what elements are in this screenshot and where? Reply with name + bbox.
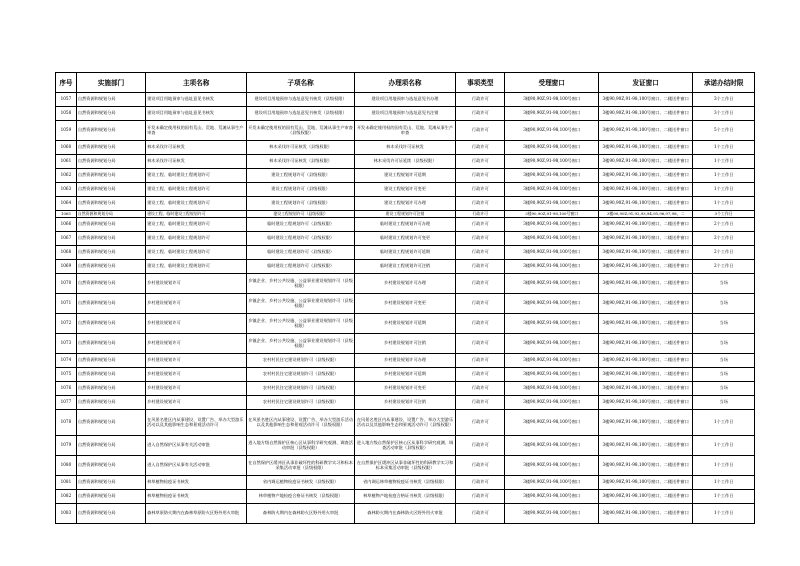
- cell-item-type: 行政许可: [456, 93, 505, 107]
- cell-main-item: 建设工程、临时建设工程规划许可: [146, 260, 247, 274]
- cell-dept: 自然资源和规划分局: [76, 260, 145, 274]
- cell-no: 1074: [56, 354, 77, 368]
- cell-handling-item: 建设项目用地预审与选址意见书注销: [354, 107, 455, 121]
- cell-item-type: 行政许可: [456, 197, 505, 211]
- table-row: [56, 211, 755, 218]
- cell-no: 1078: [56, 410, 77, 436]
- cell-accept-window: 3楼90,90Z,91-98,100号窗口: [505, 183, 598, 197]
- cell-main-item: 林木采伐许可证核发: [146, 155, 247, 169]
- cell-time-limit: 1个工作日: [693, 456, 755, 476]
- cell-handling-item: 开发未确定使用权的国有荒山、荒地、荒滩从事生产审查: [354, 121, 455, 141]
- cell-time-limit: 1个工作日: [693, 490, 755, 504]
- cell-main-item: 建设工程、临时建设工程规划许可: [146, 232, 247, 246]
- cell-dept: 自然资源和规划分局: [76, 232, 145, 246]
- cell-no: 1063: [56, 183, 77, 197]
- cell-no: 1079: [56, 436, 77, 456]
- cell-dept: 自然资源和规划分局: [76, 246, 145, 260]
- cell-sub-item: 在自然保护区缓冲区从事非破坏性的科研教学实习和标本采集活动审批（县级权限）: [247, 456, 355, 476]
- cell-handling-item: 林木采伐许可证核发: [354, 141, 455, 155]
- cell-item-type: 行政许可: [456, 334, 505, 354]
- cell-time-limit: 3个工作日: [693, 211, 755, 218]
- cell-sub-item: 乡镇企业、乡村公共设施、公益事业建设规划许可（县级权限）: [247, 274, 355, 294]
- cell-main-item: 开发未确定使用权的国有荒山、荒地、荒滩从事生产审查: [146, 121, 247, 141]
- cell-main-item: 乡村建设规划许可: [146, 382, 247, 396]
- cell-sub-item: 建设工程规划许可（县级权限）: [247, 183, 355, 197]
- cell-accept-window: 3楼90,90Z,91-98,100号窗口: [505, 232, 598, 246]
- cell-issue-window: 3楼90,90Z,91-98,100号窗口、二楼送件窗口: [598, 183, 693, 197]
- cell-handling-item: 乡村建设规划许可变更: [354, 294, 455, 314]
- cell-no: 1072: [56, 314, 77, 334]
- cell-accept-window: 3楼90,90Z,91-98,100号窗口: [505, 476, 598, 490]
- table-row: [56, 218, 755, 232]
- cell-dept: 自然资源和规划分局: [76, 183, 145, 197]
- cell-issue-window: 3楼90,90Z,91-98,100号窗口、二楼送件窗口: [598, 246, 693, 260]
- cell-accept-window: 3楼90,90Z,91-98,100号窗口: [505, 197, 598, 211]
- table-row: [56, 314, 755, 334]
- cell-time-limit: 1个工作日: [693, 436, 755, 456]
- cell-no: 1076: [56, 382, 77, 396]
- cell-no: 1068: [56, 246, 77, 260]
- cell-dept: 自然资源和规划分局: [76, 169, 145, 183]
- table-row: [56, 436, 755, 456]
- cell-sub-item: 建设项目用地预审与选址意见书核发（县级权限）: [247, 107, 355, 121]
- cell-sub-item: 临时建设工程规划许可（县级权限）: [247, 260, 355, 274]
- cell-no: 1071: [56, 294, 77, 314]
- cell-time-limit: 1个工作日: [693, 476, 755, 490]
- cell-item-type: 行政许可: [456, 246, 505, 260]
- cell-item-type: 行政许可: [456, 211, 505, 218]
- cell-time-limit: 当场: [693, 396, 755, 410]
- cell-dept: 自然资源和规划分局: [76, 93, 145, 107]
- cell-item-type: 行政许可: [456, 274, 505, 294]
- table-row: [56, 141, 755, 155]
- cell-issue-window: 3楼90,90Z,91-98,100号窗口、二楼送件窗口: [598, 476, 693, 490]
- cell-item-type: 行政许可: [456, 456, 505, 476]
- cell-item-type: 行政许可: [456, 121, 505, 141]
- cell-issue-window: 3楼90,90Z,91-98,100号窗口、二楼送件窗口: [598, 121, 693, 141]
- cell-handling-item: 临时建设工程规划许可注销: [354, 260, 455, 274]
- cell-item-type: 行政许可: [456, 368, 505, 382]
- cell-main-item: 乡村建设规划许可: [146, 294, 247, 314]
- cell-no: 1082: [56, 490, 77, 504]
- cell-issue-window: 3楼90,90Z,91-98,100号窗口、二楼送件窗口: [598, 396, 693, 410]
- header-item-type: 事项类型: [456, 73, 505, 93]
- header-issue-window: 发证窗口: [598, 73, 693, 93]
- table-row: [56, 368, 755, 382]
- cell-handling-item: 在自然保护区缓冲区从事非破坏性的科研教学实习和标本采集活动审批（县级权限）: [354, 456, 455, 476]
- cell-dept: 自然资源和规划分局: [76, 211, 145, 218]
- cell-dept: 自然资源和规划分局: [76, 410, 145, 436]
- cell-handling-item: 乡村建设规划许可注销: [354, 334, 455, 354]
- cell-dept: 自然资源和规划分局: [76, 476, 145, 490]
- cell-item-type: 行政许可: [456, 294, 505, 314]
- cell-item-type: 行政许可: [456, 490, 505, 504]
- cell-issue-window: 3楼90,90Z,91-98,100号窗口、二楼送件窗口: [598, 410, 693, 436]
- table-row: [56, 294, 755, 314]
- cell-handling-item: 省内调运林草植物检疫证书核发（县级权限）: [354, 476, 455, 490]
- cell-sub-item: 省内调运植物检疫证书核发（县级权限）: [247, 476, 355, 490]
- cell-issue-window: 3楼90,90Z,91-98,100号窗口、二楼送件窗口: [598, 314, 693, 334]
- table-row: [56, 410, 755, 436]
- cell-sub-item: 进入地方级自然保护区核心区从事科学研究观测、调查活动审批（县级权限）: [247, 436, 355, 456]
- table-row: [56, 197, 755, 211]
- cell-sub-item: 乡镇企业、乡村公共设施、公益事业建设规划许可（县级权限）: [247, 334, 355, 354]
- cell-issue-window: 3楼90,90Z,91-98,100号窗口、二楼送件窗口: [598, 504, 693, 524]
- cell-handling-item: 乡村建设规划许可注销: [354, 396, 455, 410]
- cell-sub-item: 乡镇企业、乡村公共设施、公益事业建设规划许可（县级权限）: [247, 314, 355, 334]
- cell-item-type: 行政许可: [456, 314, 505, 334]
- cell-handling-item: 建设项目用地预审与选址意见书办理: [354, 93, 455, 107]
- cell-handling-item: 乡村建设规划许可变更: [354, 382, 455, 396]
- cell-dept: 自然资源和规划分局: [76, 396, 145, 410]
- table-row: [56, 246, 755, 260]
- cell-dept: 自然资源和规划分局: [76, 197, 145, 211]
- cell-issue-window: 3楼90,90Z,91-98,100号窗口、二楼送件窗口: [598, 490, 693, 504]
- cell-no: 1065: [56, 211, 77, 218]
- cell-item-type: 行政许可: [456, 155, 505, 169]
- cell-issue-window: 3楼90,90Z,91-98,100号窗口、二楼送件窗口: [598, 334, 693, 354]
- table-row: [56, 107, 755, 121]
- cell-no: 1060: [56, 141, 77, 155]
- cell-issue-window: 3楼90,90Z,91,92,93,94,95,96,97,98、二: [598, 211, 693, 218]
- cell-handling-item: 林木采伐许可证延续（县级权限）: [354, 155, 455, 169]
- cell-no: 1075: [56, 368, 77, 382]
- cell-sub-item: 农村村民住宅建设规划许可（县级权限）: [247, 354, 355, 368]
- cell-item-type: 行政许可: [456, 382, 505, 396]
- cell-handling-item: 建设工程规划许可注销: [354, 211, 455, 218]
- cell-sub-item: 临时建设工程规划许可（县级权限）: [247, 218, 355, 232]
- cell-accept-window: 3楼90,90Z,91-98,100号窗口: [505, 246, 598, 260]
- cell-accept-window: 3楼90,90Z,91-98,100号窗口: [505, 211, 598, 218]
- cell-no: 1073: [56, 334, 77, 354]
- cell-accept-window: 3楼90,90Z,91-98,100号窗口: [505, 504, 598, 524]
- cell-dept: 自然资源和规划分局: [76, 334, 145, 354]
- table-row: [56, 504, 755, 524]
- cell-time-limit: 2个工作日: [693, 246, 755, 260]
- cell-item-type: 行政许可: [456, 410, 505, 436]
- cell-handling-item: 森林防火期内在森林防火区野外用火审批: [354, 504, 455, 524]
- cell-no: 1059: [56, 121, 77, 141]
- cell-sub-item: 临时建设工程规划许可（县级权限）: [247, 246, 355, 260]
- table-row: [56, 260, 755, 274]
- cell-dept: 自然资源和规划分局: [76, 504, 145, 524]
- cell-accept-window: 3楼90,90Z,91-98,100号窗口: [505, 490, 598, 504]
- table-row: [56, 169, 755, 183]
- cell-dept: 自然资源和规划分局: [76, 141, 145, 155]
- cell-accept-window: 3楼90,90Z,91-98,100号窗口: [505, 368, 598, 382]
- cell-dept: 自然资源和规划分局: [76, 155, 145, 169]
- cell-sub-item: 在风景名胜区内从事建设、设置广告、举办大型游乐活动以及其他影响生态和景观活动许可（县级权限）: [247, 410, 355, 436]
- cell-main-item: 在风景名胜区内从事建设、设置广告、举办大型游乐活动以及其他影响生态和景观活动许可: [146, 410, 247, 436]
- table-row: [56, 476, 755, 490]
- cell-handling-item: 临时建设工程规划许可变更: [354, 232, 455, 246]
- cell-issue-window: 3楼90,90Z,91-98,100号窗口、二楼送件窗口: [598, 382, 693, 396]
- cell-dept: 自然资源和规划分局: [76, 218, 145, 232]
- cell-accept-window: 3楼90,90Z,91-98,100号窗口: [505, 107, 598, 121]
- cell-item-type: 行政许可: [456, 260, 505, 274]
- cell-sub-item: 农村村民住宅建设规划许可（县级权限）: [247, 368, 355, 382]
- table-row: [56, 456, 755, 476]
- cell-sub-item: 林草植物产地检疫合格证书核发（县级权限）: [247, 490, 355, 504]
- header-handling-item: 办理项名称: [354, 73, 455, 93]
- cell-time-limit: 当场: [693, 294, 755, 314]
- cell-main-item: 建设工程、临时建设工程规划许可: [146, 183, 247, 197]
- cell-main-item: 建设项目用地预审与选址意见书核发: [146, 93, 247, 107]
- cell-handling-item: 乡村建设规划许可办理: [354, 354, 455, 368]
- service-items-table: [55, 72, 755, 524]
- cell-accept-window: 3楼90,90Z,91-98,100号窗口: [505, 436, 598, 456]
- table-row: [56, 334, 755, 354]
- cell-accept-window: 3楼90,90Z,91-98,100号窗口: [505, 334, 598, 354]
- cell-item-type: 行政许可: [456, 476, 505, 490]
- cell-issue-window: 3楼90,90Z,91-98,100号窗口、二楼送件窗口: [598, 354, 693, 368]
- cell-main-item: 建设工程、临时建设工程规划许可: [146, 197, 247, 211]
- table-row: [56, 382, 755, 396]
- cell-main-item: 林草植物检疫证书核发: [146, 490, 247, 504]
- table-body: [56, 93, 755, 524]
- cell-time-limit: 3个工作日: [693, 107, 755, 121]
- cell-no: 1058: [56, 107, 77, 121]
- cell-issue-window: 3楼90,90Z,91-98,100号窗口、二楼送件窗口: [598, 232, 693, 246]
- cell-accept-window: 3楼90,90Z,91-98,100号窗口: [505, 218, 598, 232]
- cell-main-item: 乡村建设规划许可: [146, 274, 247, 294]
- cell-handling-item: 乡村建设规划许可办理: [354, 274, 455, 294]
- cell-time-limit: 2个工作日: [693, 232, 755, 246]
- cell-issue-window: 3楼90,90Z,91-98,100号窗口、二楼送件窗口: [598, 218, 693, 232]
- cell-time-limit: 1个工作日: [693, 183, 755, 197]
- cell-time-limit: 当场: [693, 368, 755, 382]
- cell-handling-item: 建设工程规划许可延期: [354, 169, 455, 183]
- cell-time-limit: 当场: [693, 334, 755, 354]
- cell-main-item: 林木采伐许可证核发: [146, 141, 247, 155]
- cell-issue-window: 3楼90,90Z,91-98,100号窗口、二楼送件窗口: [598, 197, 693, 211]
- cell-dept: 自然资源和规划分局: [76, 382, 145, 396]
- cell-item-type: 行政许可: [456, 232, 505, 246]
- cell-main-item: 建设项目用地预审与选址意见书核发: [146, 107, 247, 121]
- cell-main-item: 建设工程、临时建设工程规划许可: [146, 218, 247, 232]
- cell-main-item: 乡村建设规划许可: [146, 354, 247, 368]
- cell-sub-item: 临时建设工程规划许可（县级权限）: [247, 232, 355, 246]
- cell-issue-window: 3楼90,90Z,91-98,100号窗口、二楼送件窗口: [598, 368, 693, 382]
- table-header-row: [56, 73, 755, 93]
- cell-dept: 自然资源和规划分局: [76, 368, 145, 382]
- cell-time-limit: 1个工作日: [693, 410, 755, 436]
- cell-issue-window: 3楼90,90Z,91-98,100号窗口、二楼送件窗口: [598, 260, 693, 274]
- cell-sub-item: 林木采伐许可证核发（县级权限）: [247, 141, 355, 155]
- cell-handling-item: 乡村建设规划许可延期: [354, 314, 455, 334]
- header-accept-window: 受理窗口: [505, 73, 598, 93]
- cell-handling-item: 乡村建设规划许可延期: [354, 368, 455, 382]
- cell-issue-window: 3楼90,90Z,91-98,100号窗口、二楼送件窗口: [598, 436, 693, 456]
- cell-no: 1066: [56, 218, 77, 232]
- cell-no: 1080: [56, 456, 77, 476]
- cell-item-type: 行政许可: [456, 396, 505, 410]
- cell-main-item: 乡村建设规划许可: [146, 334, 247, 354]
- header-dept: 实施部门: [76, 73, 145, 93]
- cell-sub-item: 乡镇企业、乡村公共设施、公益事业建设规划许可（县级权限）: [247, 294, 355, 314]
- cell-accept-window: 3楼90,90Z,91-98,100号窗口: [505, 169, 598, 183]
- cell-accept-window: 3楼90,90Z,91-98,100号窗口: [505, 141, 598, 155]
- header-main-item: 主项名称: [146, 73, 247, 93]
- cell-accept-window: 3楼90,90Z,91-98,100号窗口: [505, 396, 598, 410]
- cell-no: 1062: [56, 169, 77, 183]
- cell-sub-item: 建设工程规划许可（县级权限）: [247, 169, 355, 183]
- cell-handling-item: 进入地方级自然保护区核心区从事科学研究观测、调查活动审批（县级权限）: [354, 436, 455, 456]
- cell-item-type: 行政许可: [456, 218, 505, 232]
- cell-handling-item: 林草植物产地检疫合格证书核发（县级权限）: [354, 490, 455, 504]
- cell-no: 1061: [56, 155, 77, 169]
- cell-accept-window: 3楼90,90Z,91-98,100号窗口: [505, 155, 598, 169]
- cell-issue-window: 3楼90,90Z,91-98,100号窗口、二楼送件窗口: [598, 93, 693, 107]
- header-no: 序号: [56, 73, 77, 93]
- cell-time-limit: 2个工作日: [693, 218, 755, 232]
- cell-time-limit: 1个工作日: [693, 504, 755, 524]
- cell-issue-window: 3楼90,90Z,91-98,100号窗口、二楼送件窗口: [598, 141, 693, 155]
- table-row: [56, 232, 755, 246]
- table-row: [56, 93, 755, 107]
- cell-dept: 自然资源和规划分局: [76, 314, 145, 334]
- cell-main-item: 建设工程、临时建设工程规划许可: [146, 169, 247, 183]
- cell-accept-window: 3楼90,90Z,91-98,100号窗口: [505, 93, 598, 107]
- cell-sub-item: 森林防火期内在森林防火区野外用火审批: [247, 504, 355, 524]
- cell-time-limit: 1个工作日: [693, 169, 755, 183]
- cell-dept: 自然资源和规划分局: [76, 121, 145, 141]
- table-row: [56, 490, 755, 504]
- cell-sub-item: 建设项目用地预审与选址意见书核发（县级权限）: [247, 93, 355, 107]
- cell-main-item: 乡村建设规划许可: [146, 396, 247, 410]
- cell-dept: 自然资源和规划分局: [76, 354, 145, 368]
- cell-main-item: 乡村建设规划许可: [146, 314, 247, 334]
- table-row: [56, 274, 755, 294]
- cell-no: 1069: [56, 260, 77, 274]
- cell-item-type: 行政许可: [456, 504, 505, 524]
- cell-dept: 自然资源和规划分局: [76, 436, 145, 456]
- cell-accept-window: 3楼90,90Z,91-98,100号窗口: [505, 456, 598, 476]
- cell-sub-item: 林木采伐许可证核发（县级权限）: [247, 155, 355, 169]
- cell-time-limit: 1个工作日: [693, 141, 755, 155]
- cell-no: 1064: [56, 197, 77, 211]
- cell-dept: 自然资源和规划分局: [76, 490, 145, 504]
- cell-accept-window: 3楼90,90Z,91-98,100号窗口: [505, 260, 598, 274]
- cell-accept-window: 3楼90,90Z,91-98,100号窗口: [505, 314, 598, 334]
- cell-handling-item: 临时建设工程规划许可延期: [354, 246, 455, 260]
- cell-dept: 自然资源和规划分局: [76, 107, 145, 121]
- cell-item-type: 行政许可: [456, 141, 505, 155]
- cell-time-limit: 5个工作日: [693, 121, 755, 141]
- cell-main-item: 建设工程、临时建设工程规划许可: [146, 246, 247, 260]
- cell-item-type: 行政许可: [456, 169, 505, 183]
- table-row: [56, 183, 755, 197]
- cell-no: 1083: [56, 504, 77, 524]
- cell-sub-item: 农村村民住宅建设规划许可（县级权限）: [247, 382, 355, 396]
- cell-no: 1067: [56, 232, 77, 246]
- cell-accept-window: 3楼90,90Z,91-98,100号窗口: [505, 274, 598, 294]
- cell-accept-window: 3楼90,90Z,91-98,100号窗口: [505, 354, 598, 368]
- cell-time-limit: 当场: [693, 314, 755, 334]
- cell-main-item: 林草植物检疫证书核发: [146, 476, 247, 490]
- table-row: [56, 396, 755, 410]
- cell-issue-window: 3楼90,90Z,91-98,100号窗口、二楼送件窗口: [598, 274, 693, 294]
- cell-time-limit: 当场: [693, 274, 755, 294]
- cell-item-type: 行政许可: [456, 107, 505, 121]
- cell-no: 1081: [56, 476, 77, 490]
- table-row: [56, 155, 755, 169]
- cell-dept: 自然资源和规划分局: [76, 274, 145, 294]
- cell-main-item: 乡村建设规划许可: [146, 368, 247, 382]
- cell-dept: 自然资源和规划分局: [76, 294, 145, 314]
- cell-main-item: 进入自然保护区从事有关活动审批: [146, 436, 247, 456]
- header-sub-item: 子项名称: [247, 73, 355, 93]
- cell-main-item: 森林草原防火期内在森林草原防火区野外用火审批: [146, 504, 247, 524]
- cell-time-limit: 2个工作日: [693, 260, 755, 274]
- table-row: [56, 354, 755, 368]
- cell-handling-item: 临时建设工程规划许可办理: [354, 218, 455, 232]
- cell-handling-item: 建设工程规划许可变更: [354, 183, 455, 197]
- cell-time-limit: 当场: [693, 382, 755, 396]
- table-row: [56, 121, 755, 141]
- cell-dept: 自然资源和规划分局: [76, 456, 145, 476]
- cell-time-limit: 3个工作日: [693, 93, 755, 107]
- cell-sub-item: 开发未确定使用权的国有荒山、荒地、荒滩从事生产审查（县级权限）: [247, 121, 355, 141]
- cell-no: 1077: [56, 396, 77, 410]
- cell-accept-window: 3楼90,90Z,91-98,100号窗口: [505, 382, 598, 396]
- cell-issue-window: 3楼90,90Z,91-98,100号窗口、二楼送件窗口: [598, 294, 693, 314]
- cell-handling-item: 在风景名胜区内从事建设、设置广告、举办大型游乐活动以及其他影响生态和景观活动许可（县级权限）: [354, 410, 455, 436]
- cell-issue-window: 3楼90,90Z,91-98,100号窗口、二楼送件窗口: [598, 456, 693, 476]
- cell-no: 1070: [56, 274, 77, 294]
- cell-main-item: 进入自然保护区从事有关活动审批: [146, 456, 247, 476]
- cell-issue-window: 3楼90,90Z,91-98,100号窗口、二楼送件窗口: [598, 155, 693, 169]
- cell-accept-window: 3楼90,90Z,91-98,100号窗口: [505, 294, 598, 314]
- cell-time-limit: 当场: [693, 354, 755, 368]
- cell-no: 1057: [56, 93, 77, 107]
- header-time-limit: 承诺办结时限: [693, 73, 755, 93]
- cell-time-limit: 1个工作日: [693, 197, 755, 211]
- cell-issue-window: 3楼90,90Z,91-98,100号窗口、二楼送件窗口: [598, 107, 693, 121]
- cell-item-type: 行政许可: [456, 436, 505, 456]
- cell-item-type: 行政许可: [456, 183, 505, 197]
- cell-main-item: 建设工程、临时建设工程规划许可: [146, 211, 247, 218]
- cell-accept-window: 3楼90,90Z,91-98,100号窗口: [505, 121, 598, 141]
- cell-handling-item: 建设工程规划许可办理: [354, 197, 455, 211]
- cell-issue-window: 3楼90,90Z,91-98,100号窗口、二楼送件窗口: [598, 169, 693, 183]
- cell-accept-window: 3楼90,90Z,91-98,100号窗口: [505, 410, 598, 436]
- cell-time-limit: 1个工作日: [693, 155, 755, 169]
- cell-sub-item: 建设工程规划许可（县级权限）: [247, 197, 355, 211]
- cell-item-type: 行政许可: [456, 354, 505, 368]
- cell-sub-item: 农村村民住宅建设规划许可（县级权限）: [247, 396, 355, 410]
- cell-sub-item: 建设工程规划许可（县级权限）: [247, 211, 355, 218]
